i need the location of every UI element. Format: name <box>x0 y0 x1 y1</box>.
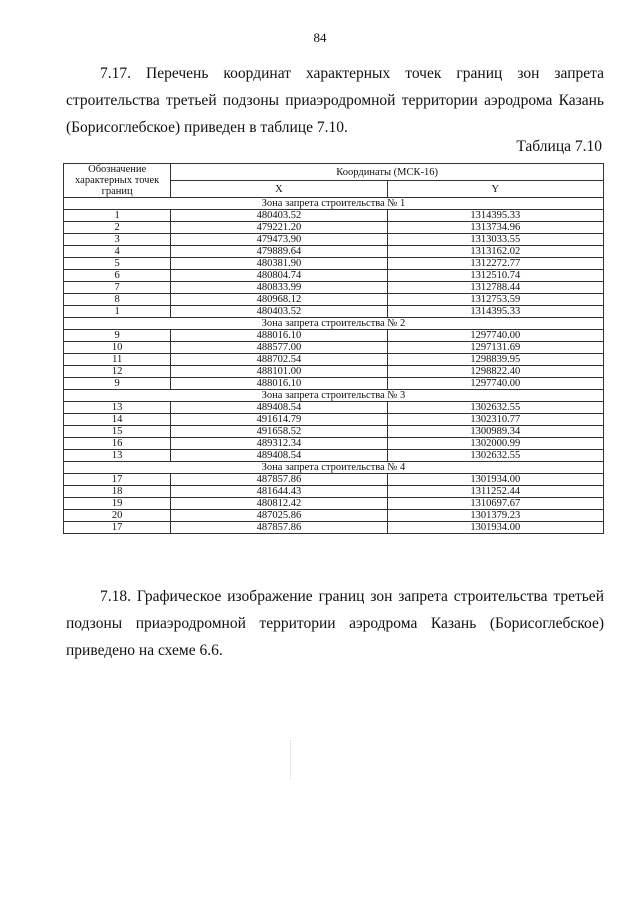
y-coordinate-cell: 1301934.00 <box>387 474 603 486</box>
point-number-cell: 7 <box>64 282 171 294</box>
point-number-cell: 9 <box>64 330 171 342</box>
point-number-cell: 8 <box>64 294 171 306</box>
x-coordinate-cell: 479221.20 <box>171 222 387 234</box>
y-coordinate-cell: 1298822.40 <box>387 366 603 378</box>
point-number-cell: 14 <box>64 414 171 426</box>
coordinates-table <box>63 163 604 534</box>
point-number-cell: 17 <box>64 522 171 534</box>
point-number-cell: 13 <box>64 450 171 462</box>
y-coordinate-cell: 1297740.00 <box>387 378 603 390</box>
zone-title: Зона запрета строительства № 4 <box>64 462 604 474</box>
table-row <box>64 330 604 342</box>
zone-row <box>64 462 604 474</box>
point-number-cell: 13 <box>64 402 171 414</box>
point-number-cell: 20 <box>64 510 171 522</box>
x-coordinate-cell: 487857.86 <box>171 522 387 534</box>
x-coordinate-cell: 480804.74 <box>171 270 387 282</box>
x-coordinate-cell: 488702.54 <box>171 354 387 366</box>
table-row <box>64 270 604 282</box>
y-coordinate-cell: 1313162.02 <box>387 246 603 258</box>
y-coordinate-cell: 1312788.44 <box>387 282 603 294</box>
x-coordinate-cell: 491658.52 <box>171 426 387 438</box>
point-number-cell: 4 <box>64 246 171 258</box>
table-row <box>64 522 604 534</box>
table-row <box>64 282 604 294</box>
table-caption: Таблица 7.10 <box>516 138 602 155</box>
header-point-designation: Обозначение характерных точек границ <box>64 164 171 198</box>
table-row <box>64 234 604 246</box>
zone-title: Зона запрета строительства № 2 <box>64 318 604 330</box>
y-coordinate-cell: 1311252.44 <box>387 486 603 498</box>
page-number: 84 <box>313 30 327 45</box>
y-coordinate-cell: 1302632.55 <box>387 402 603 414</box>
table-row <box>64 366 604 378</box>
point-number-cell: 9 <box>64 378 171 390</box>
y-coordinate-cell: 1312272.77 <box>387 258 603 270</box>
zone-title: Зона запрета строительства № 1 <box>64 198 604 210</box>
point-number-cell: 17 <box>64 474 171 486</box>
point-number-cell: 1 <box>64 306 171 318</box>
x-coordinate-cell: 480381.90 <box>171 258 387 270</box>
table-row <box>64 414 604 426</box>
point-number-cell: 12 <box>64 366 171 378</box>
y-coordinate-cell: 1297131.69 <box>387 342 603 354</box>
x-coordinate-cell: 488016.10 <box>171 330 387 342</box>
point-number-cell: 1 <box>64 210 171 222</box>
x-coordinate-cell: 479473.90 <box>171 234 387 246</box>
x-coordinate-cell: 480968.12 <box>171 294 387 306</box>
y-coordinate-cell: 1314395.33 <box>387 306 603 318</box>
x-coordinate-cell: 489408.54 <box>171 402 387 414</box>
table-row <box>64 222 604 234</box>
table-row <box>64 354 604 366</box>
table-row <box>64 510 604 522</box>
point-number-cell: 6 <box>64 270 171 282</box>
x-coordinate-cell: 479889.64 <box>171 246 387 258</box>
point-number-cell: 11 <box>64 354 171 366</box>
table-row <box>64 306 604 318</box>
table-row <box>64 498 604 510</box>
x-coordinate-cell: 488016.10 <box>171 378 387 390</box>
point-number-cell: 5 <box>64 258 171 270</box>
y-coordinate-cell: 1302000.99 <box>387 438 603 450</box>
point-number-cell: 18 <box>64 486 171 498</box>
y-coordinate-cell: 1301934.00 <box>387 522 603 534</box>
header-coordinates: Координаты (МСК-16) <box>171 164 604 181</box>
x-coordinate-cell: 480403.52 <box>171 210 387 222</box>
table-row <box>64 258 604 270</box>
table-row <box>64 450 604 462</box>
point-number-cell: 3 <box>64 234 171 246</box>
x-coordinate-cell: 480403.52 <box>171 306 387 318</box>
table-row <box>64 210 604 222</box>
faint-mark <box>290 740 292 780</box>
y-coordinate-cell: 1301379.23 <box>387 510 603 522</box>
table-row <box>64 486 604 498</box>
y-coordinate-cell: 1312753.59 <box>387 294 603 306</box>
point-number-cell: 15 <box>64 426 171 438</box>
paragraph-7-18: 7.18. Графическое изображение границ зон запрета строительства третьей подзоны приаэродромной территории аэродрома Казань (Борисоглебское) приведено на схеме 6.6. <box>66 588 604 659</box>
x-coordinate-cell: 481644.43 <box>171 486 387 498</box>
x-coordinate-cell: 488577.00 <box>171 342 387 354</box>
x-coordinate-cell: 489312.34 <box>171 438 387 450</box>
table-row <box>64 246 604 258</box>
point-number-cell: 16 <box>64 438 171 450</box>
y-coordinate-cell: 1297740.00 <box>387 330 603 342</box>
table-row <box>64 294 604 306</box>
y-coordinate-cell: 1302310.77 <box>387 414 603 426</box>
x-coordinate-cell: 491614.79 <box>171 414 387 426</box>
x-coordinate-cell: 480833.99 <box>171 282 387 294</box>
point-number-cell: 10 <box>64 342 171 354</box>
x-coordinate-cell: 489408.54 <box>171 450 387 462</box>
table-body <box>64 198 604 534</box>
header-y: Y <box>387 181 603 198</box>
table-row <box>64 474 604 486</box>
x-coordinate-cell: 487025.86 <box>171 510 387 522</box>
table-row <box>64 426 604 438</box>
x-coordinate-cell: 487857.86 <box>171 474 387 486</box>
y-coordinate-cell: 1310697.67 <box>387 498 603 510</box>
header-x: X <box>171 181 387 198</box>
point-number-cell: 19 <box>64 498 171 510</box>
y-coordinate-cell: 1313734.96 <box>387 222 603 234</box>
x-coordinate-cell: 480812.42 <box>171 498 387 510</box>
paragraph-7-17: 7.17. Перечень координат характерных точек границ зон запрета строительства третьей подзоны приаэродромной территории аэродрома Казань (Борисоглебское) приведен в таблице 7.10. <box>66 65 604 136</box>
y-coordinate-cell: 1313033.55 <box>387 234 603 246</box>
x-coordinate-cell: 488101.00 <box>171 366 387 378</box>
y-coordinate-cell: 1298839.95 <box>387 354 603 366</box>
y-coordinate-cell: 1302632.55 <box>387 450 603 462</box>
table-row <box>64 438 604 450</box>
y-coordinate-cell: 1312510.74 <box>387 270 603 282</box>
point-number-cell: 2 <box>64 222 171 234</box>
y-coordinate-cell: 1314395.33 <box>387 210 603 222</box>
table-row <box>64 342 604 354</box>
zone-row <box>64 318 604 330</box>
zone-row <box>64 390 604 402</box>
zone-row <box>64 198 604 210</box>
table-row <box>64 402 604 414</box>
table-row <box>64 378 604 390</box>
y-coordinate-cell: 1300989.34 <box>387 426 603 438</box>
zone-title: Зона запрета строительства № 3 <box>64 390 604 402</box>
